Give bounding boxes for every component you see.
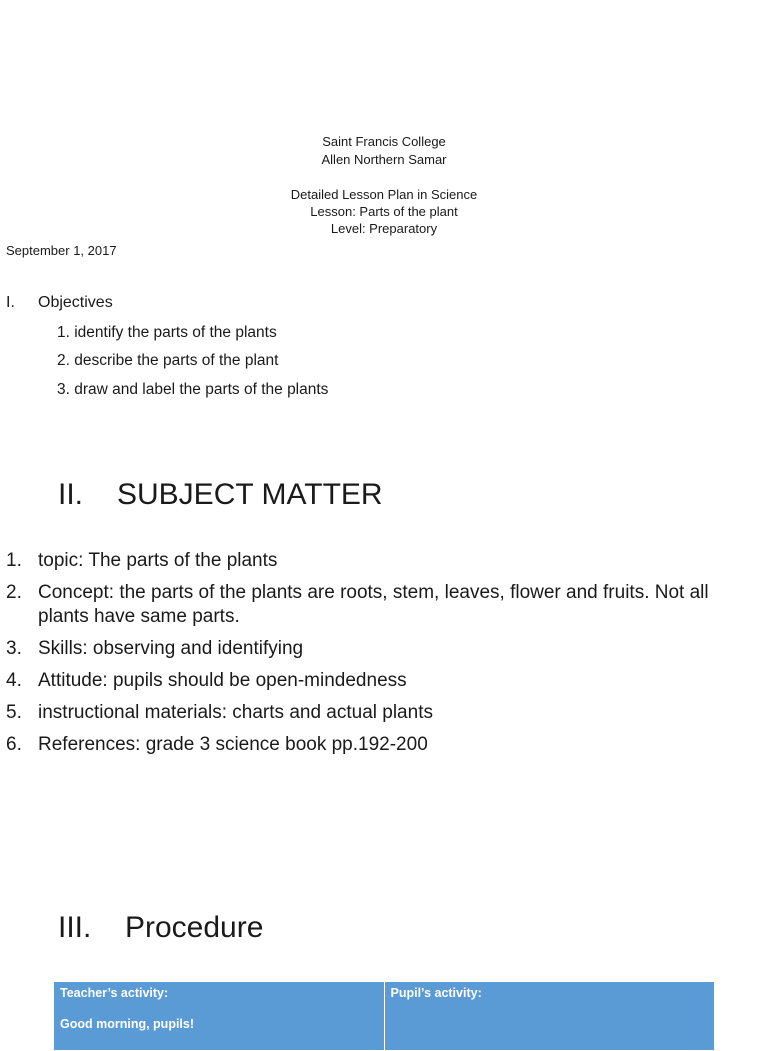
- school-location: Allen Northern Samar: [321, 152, 447, 167]
- list-item: [0, 669, 768, 693]
- teacher-greeting: Good morning, pupils!: [60, 1017, 195, 1031]
- table-row: [54, 982, 715, 1051]
- objective-item: 2. describe the parts of the plant: [57, 352, 279, 369]
- procedure-numeral: III.: [58, 911, 92, 944]
- list-item-number: 5.: [6, 702, 22, 723]
- objective-item: 1. identify the parts of the plants: [57, 324, 277, 341]
- plan-title: Detailed Lesson Plan in Science: [290, 187, 478, 202]
- list-item-text: Concept: the parts of the plants are roots, stem, leaves, flower and fruits. Not all plants have same parts.: [38, 582, 709, 627]
- list-item-text: instructional materials: charts and actual plants: [38, 702, 433, 723]
- objectives-numeral: I.: [6, 294, 15, 311]
- lesson-title: Lesson: Parts of the plant: [310, 204, 458, 219]
- list-item-number: 1.: [6, 550, 22, 571]
- teacher-activity-cell: [54, 982, 385, 1051]
- list-item-number: 6.: [6, 734, 22, 755]
- list-item-number: 4.: [6, 670, 22, 691]
- list-item-text: topic: The parts of the plants: [38, 550, 278, 571]
- list-item: [0, 581, 768, 629]
- pupil-activity-cell: [384, 982, 715, 1051]
- list-item-text: References: grade 3 science book pp.192-200: [38, 734, 428, 755]
- subject-matter-heading: SUBJECT MATTER: [117, 478, 383, 511]
- school-name: Saint Francis College: [322, 134, 446, 149]
- pupil-activity-header: Pupil’s activity:: [390, 986, 482, 1000]
- procedure-heading: Procedure: [125, 911, 264, 944]
- list-item-number: 2.: [6, 582, 22, 603]
- list-item-number: 3.: [6, 638, 22, 659]
- list-item: [0, 733, 768, 757]
- list-item: [0, 549, 768, 573]
- list-item: [0, 637, 768, 661]
- lesson-date: September 1, 2017: [6, 243, 117, 258]
- objective-item: 3. draw and label the parts of the plants: [57, 381, 329, 398]
- list-item-text: Skills: observing and identifying: [38, 638, 304, 659]
- objectives-heading: Objectives: [38, 294, 113, 311]
- list-item: [0, 701, 768, 725]
- subject-matter-list: [0, 549, 768, 765]
- subject-matter-numeral: II.: [58, 478, 84, 511]
- lesson-level: Level: Preparatory: [330, 221, 438, 236]
- list-item-text: Attitude: pupils should be open-mindedness: [38, 670, 407, 691]
- teacher-activity-header: Teacher’s activity:: [60, 986, 169, 1000]
- procedure-table: [53, 981, 715, 1051]
